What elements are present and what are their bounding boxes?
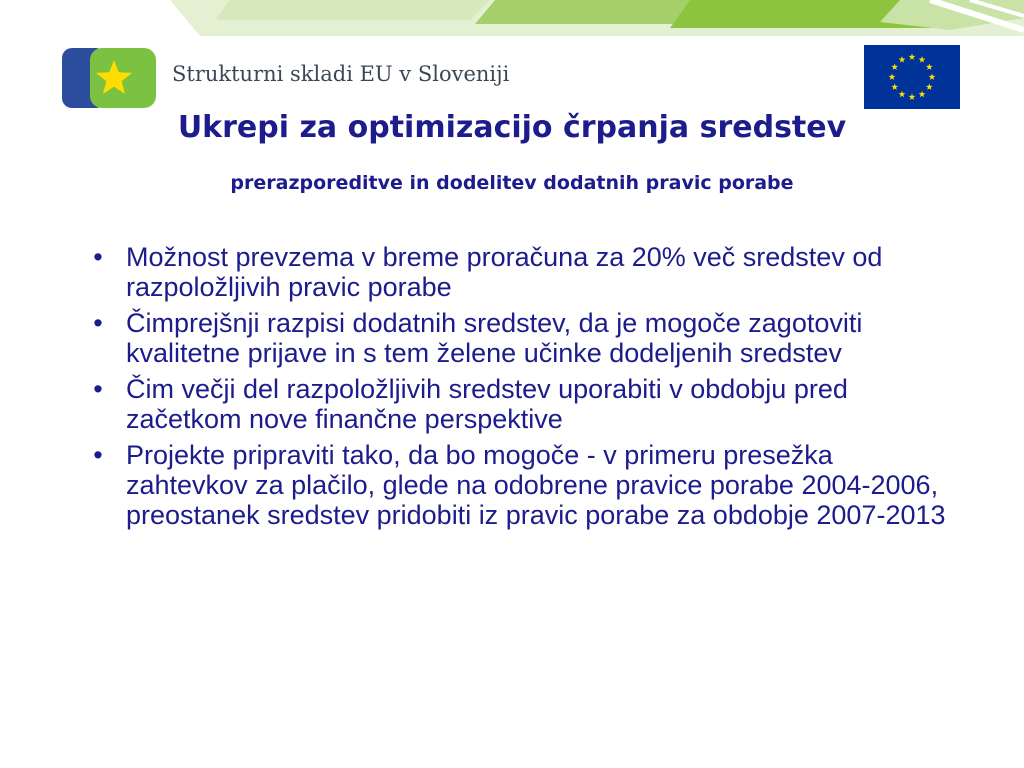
bullet-text: Čim večji del razpoložljivih sredstev uporabiti v obdobju pred začetkom nove finančne perspektive bbox=[126, 374, 848, 434]
bullet-icon: • bbox=[93, 374, 103, 404]
logo-text: Strukturni skladi EU v Sloveniji bbox=[172, 62, 510, 86]
bullet-text: Možnost prevzema v breme proračuna za 20% več sredstev od razpoložljivih pravic porabe bbox=[126, 242, 883, 302]
structural-funds-logo-icon bbox=[62, 46, 158, 110]
page-title: Ukrepi za optimizacijo črpanja sredstev bbox=[177, 110, 847, 145]
eu-flag-icon bbox=[864, 45, 960, 109]
bullet-text: Čimprejšnji razpisi dodatnih sredstev, da je mogoče zagotoviti kvalitetne prijave in s tem želene učinke dodeljenih sredstev bbox=[126, 308, 863, 368]
list-item bbox=[86, 440, 946, 530]
top-decorative-band bbox=[0, 0, 1024, 36]
bullet-icon: • bbox=[93, 308, 103, 338]
bullet-icon: • bbox=[93, 440, 103, 470]
list-item bbox=[86, 374, 946, 434]
list-item bbox=[86, 242, 946, 302]
page-subtitle: prerazporeditve in dodelitev dodatnih pravic porabe bbox=[230, 172, 794, 194]
bullet-text: Projekte pripraviti tako, da bo mogoče - v primeru presežka zahtevkov za plačilo, glede na odobrene pravice porabe 2004-2006, preostanek sredstev pridobiti iz pravic porabe za obdobje 2007-2013 bbox=[126, 440, 946, 530]
bullet-list bbox=[86, 242, 946, 536]
bullet-icon: • bbox=[93, 242, 103, 272]
list-item bbox=[86, 308, 946, 368]
